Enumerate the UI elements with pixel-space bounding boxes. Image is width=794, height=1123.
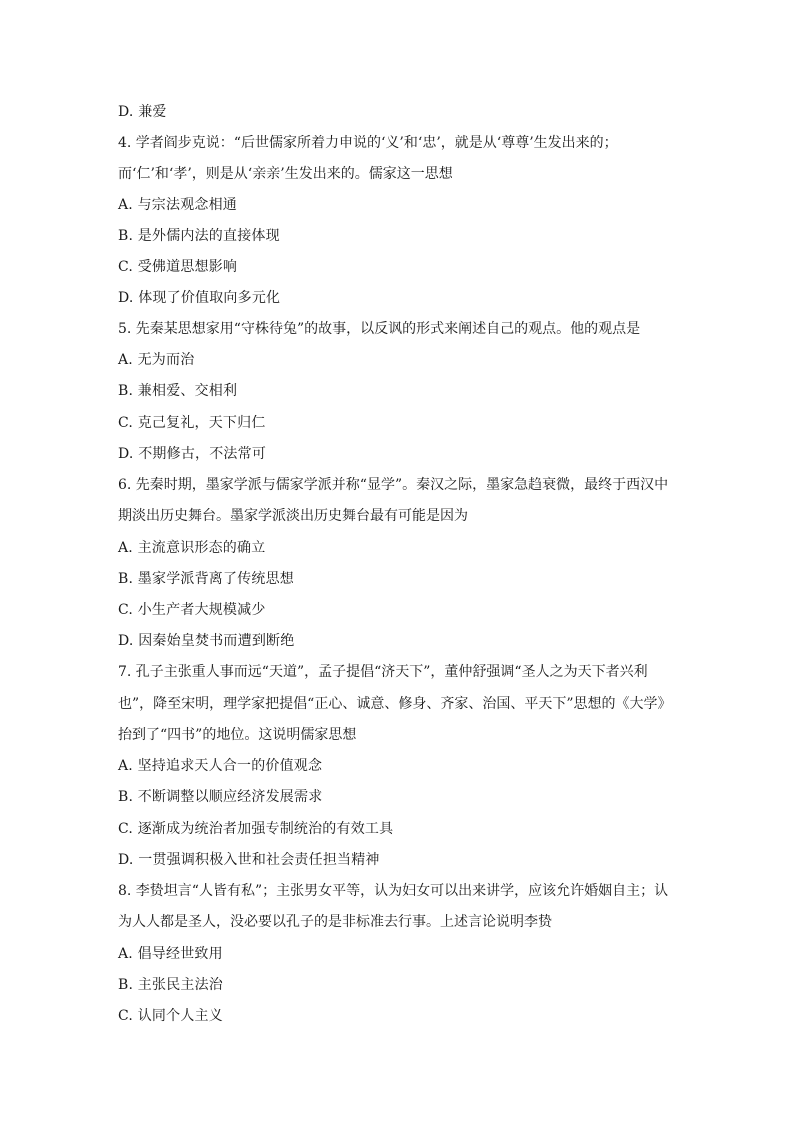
q5-option-b: B. 兼相爱、交相利 bbox=[118, 383, 238, 399]
q8-stem-line-1: 8. 李贽坦言“人皆有私”；主张男女平等，认为妇女可以出来讲学，应该允许婚姻自主；认 bbox=[118, 883, 669, 899]
q8-option-c: C. 认同个人主义 bbox=[118, 1008, 223, 1024]
q7-option-b: B. 不断调整以顺应经济发展需求 bbox=[118, 789, 323, 805]
q4-option-a: A. 与宗法观念相通 bbox=[118, 197, 238, 213]
q6-option-a: A. 主流意识形态的确立 bbox=[118, 540, 266, 556]
q3-option-d: D. 兼爱 bbox=[118, 104, 167, 120]
q8-option-b: B. 主张民主法治 bbox=[118, 977, 223, 993]
q7-stem-line-2: 也”，降至宋明，理学家把提倡“正心、诚意、修身、齐家、治国、平天下”思想的《大学》 bbox=[118, 696, 672, 712]
q6-option-d: D. 因秦始皇焚书而遭到断绝 bbox=[118, 633, 295, 649]
q5-option-c: C. 克己复礼，天下归仁 bbox=[118, 415, 266, 431]
q7-stem-line-3: 抬到了“四书”的地位。这说明儒家思想 bbox=[118, 727, 357, 743]
q8-stem-line-2: 为人人都是圣人，没必要以孔子的是非标准去行事。上述言论说明李贽 bbox=[118, 914, 552, 930]
q4-option-b: B. 是外儒内法的直接体现 bbox=[118, 228, 280, 244]
q5-option-d: D. 不期修古，不法常可 bbox=[118, 446, 267, 462]
q8-option-a: A. 倡导经世致用 bbox=[118, 946, 223, 962]
q6-stem-line-1: 6. 先秦时期，墨家学派与儒家学派并称“显学”。秦汉之际，墨家急趋衰微，最终于西汉中 bbox=[118, 477, 669, 493]
q6-option-b: B. 墨家学派背离了传统思想 bbox=[118, 571, 294, 587]
q4-option-c: C. 受佛道思想影响 bbox=[118, 259, 238, 275]
q6-stem-line-2: 期淡出历史舞台。墨家学派淡出历史舞台最有可能是因为 bbox=[118, 508, 468, 524]
q7-option-d: D. 一贯强调积极入世和社会责任担当精神 bbox=[118, 852, 380, 868]
q4-option-d: D. 体现了价值取向多元化 bbox=[118, 290, 281, 306]
q7-option-c: C. 逐渐成为统治者加强专制统治的有效工具 bbox=[118, 821, 394, 837]
q7-stem-line-1: 7. 孔子主张重人事而远“天道”，孟子提倡“济天下”，董仲舒强调“圣人之为天下者兴利 bbox=[118, 664, 648, 680]
q5-stem-line-1: 5. 先秦某思想家用“守株待兔”的故事，以反讽的形式来阐述自己的观点。他的观点是 bbox=[118, 321, 641, 337]
q7-option-a: A. 坚持追求天人合一的价值观念 bbox=[118, 758, 323, 774]
q5-option-a: A. 无为而治 bbox=[118, 352, 195, 368]
q4-stem-line-1: 4. 学者阎步克说：“后世儒家所着力申说的‘义’和‘忠’，就是从‘尊尊’生发出来的； bbox=[118, 135, 618, 151]
q6-option-c: C. 小生产者大规模减少 bbox=[118, 602, 266, 618]
q4-stem-line-2: 而‘仁’和‘孝’，则是从‘亲亲’生发出来的。儒家这一思想 bbox=[118, 166, 453, 182]
